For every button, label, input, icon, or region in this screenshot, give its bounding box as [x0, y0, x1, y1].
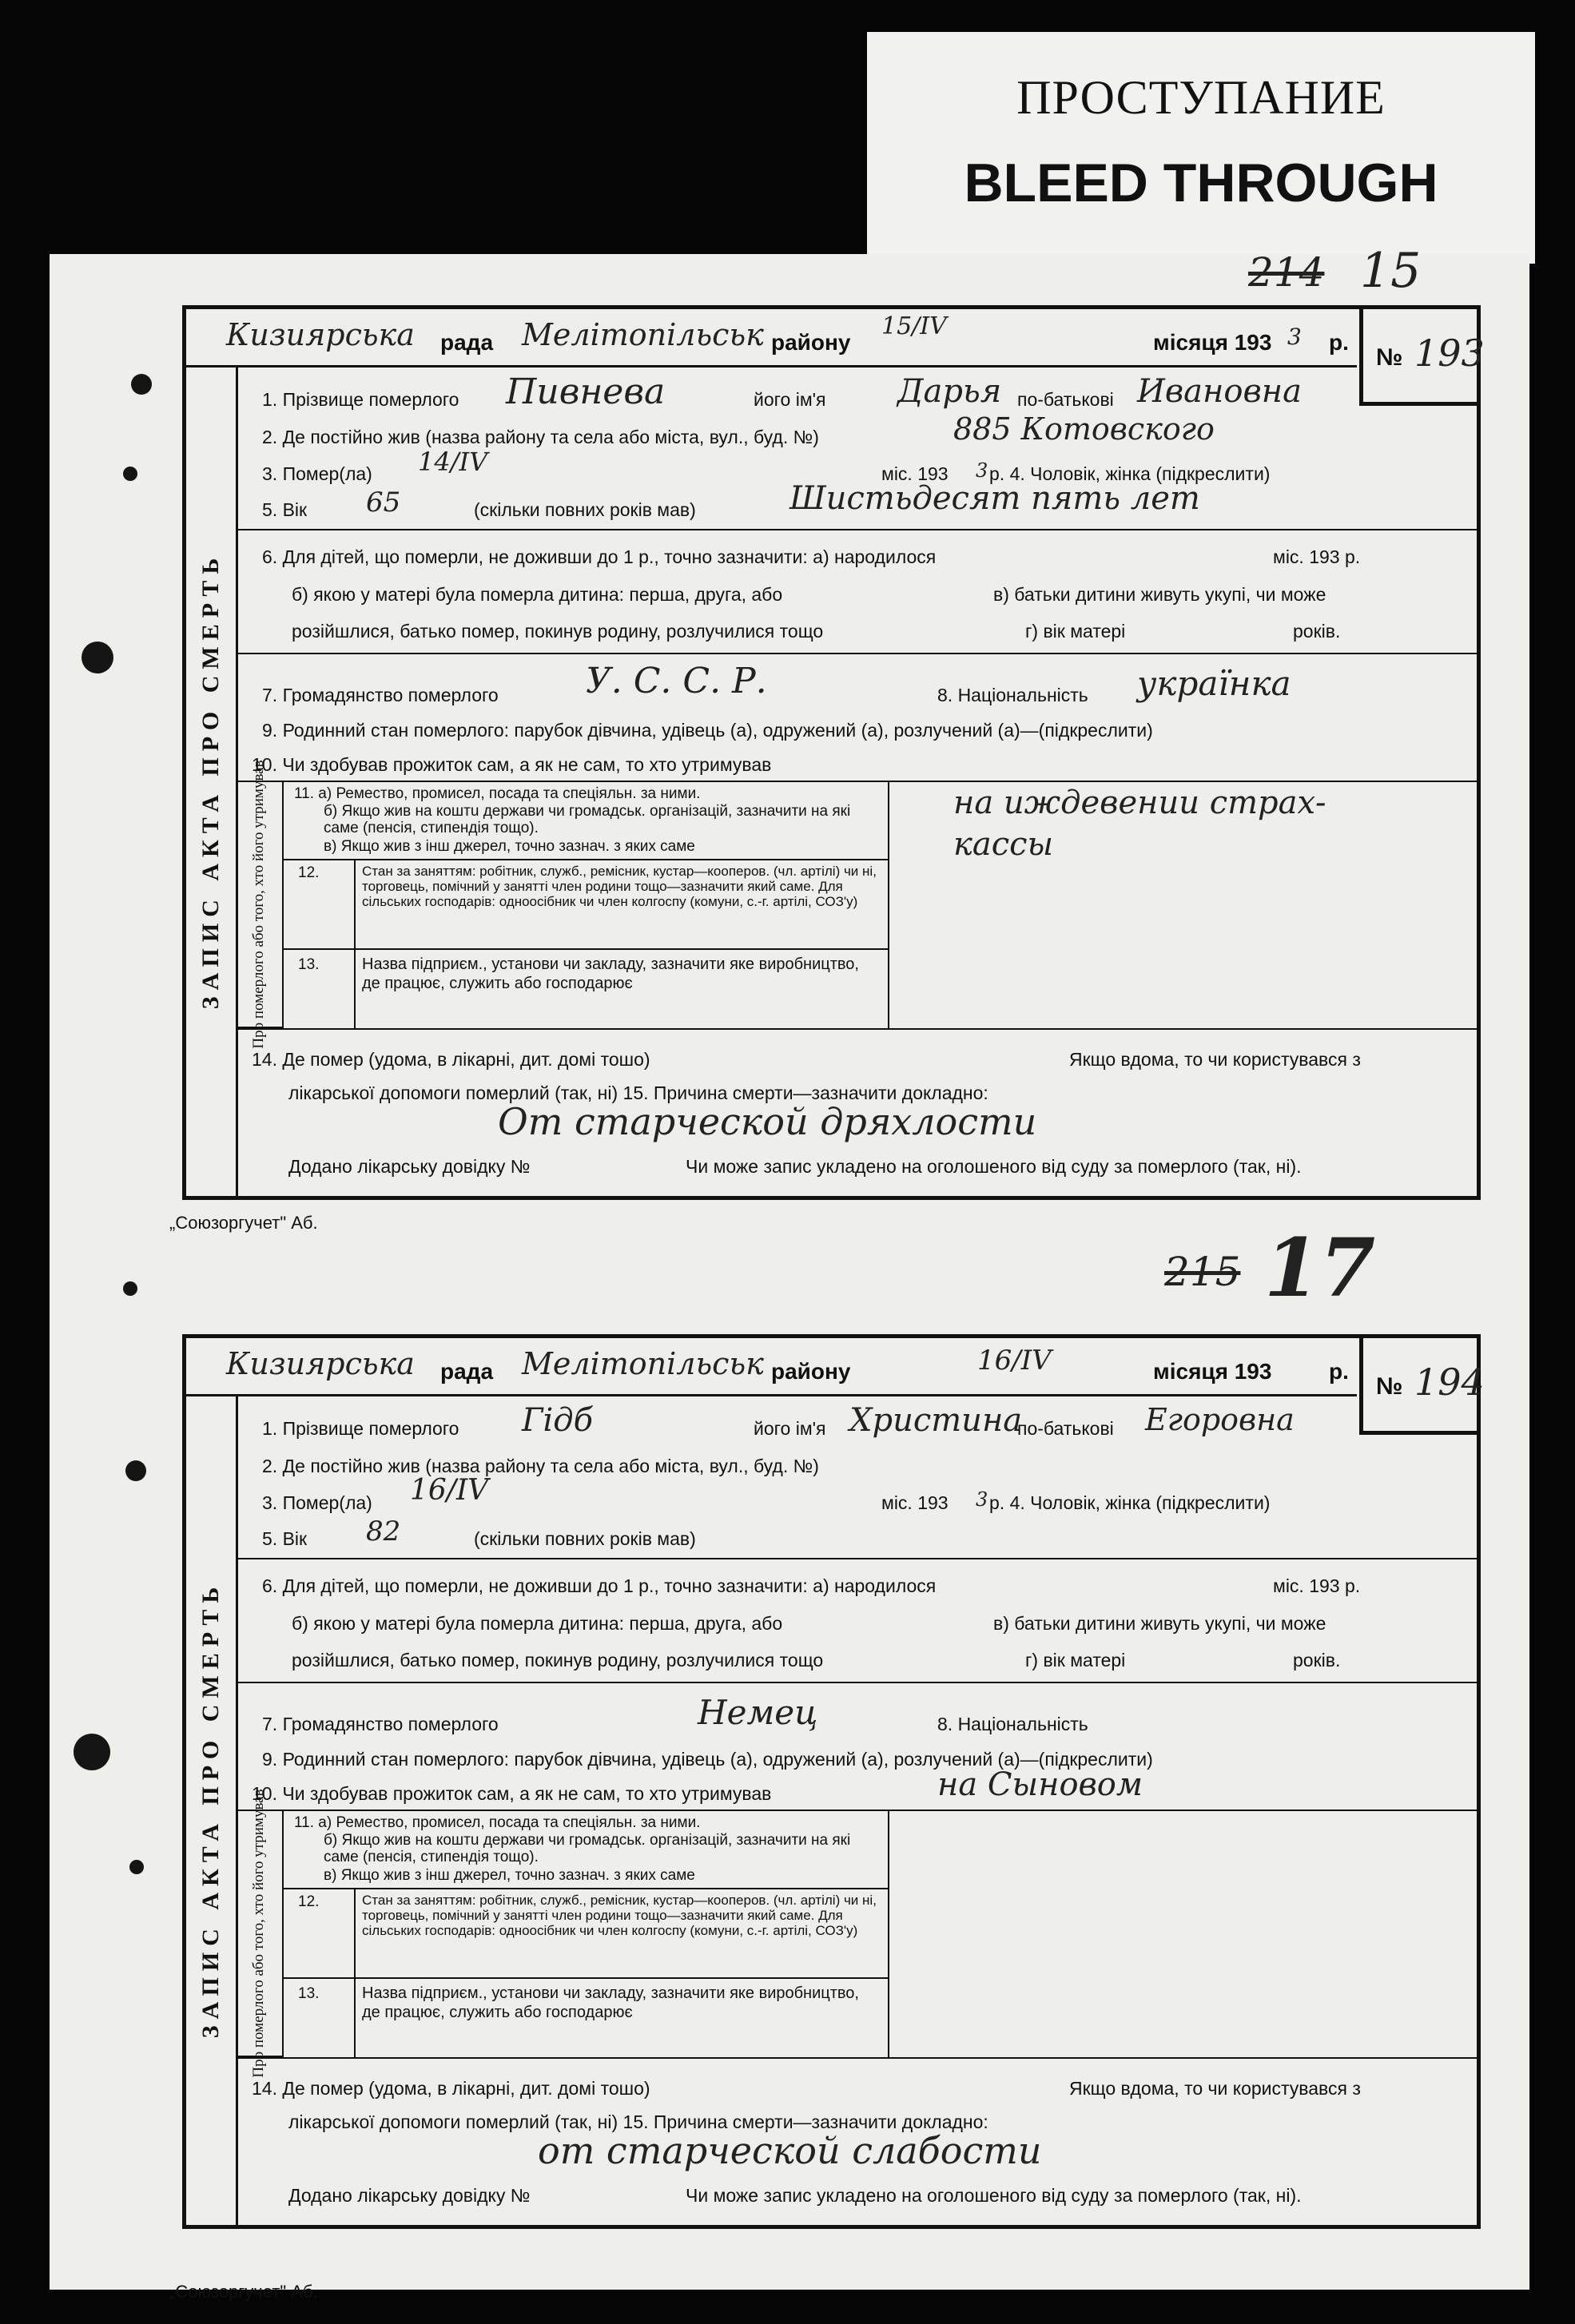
form-header	[186, 309, 1357, 367]
age-words-value: Шистьдесят пять лет	[789, 480, 1200, 517]
age-value: 82	[366, 1516, 401, 1547]
row-divider	[236, 1682, 1477, 1683]
citizenship-value: Немец	[698, 1693, 818, 1732]
occupation-value: на иждевении страх-кассы	[953, 785, 1326, 863]
field-child-parents: в) батьки дитини живуть укупі, чи може	[993, 1613, 1326, 1634]
side-title	[186, 365, 238, 1196]
field-enterprise-label: Назва підприєм., установи чи закладу, зазначити яке виробництво, де працює, служить або господарює	[362, 1984, 859, 2021]
record-number-box	[1359, 305, 1485, 406]
field-mother-age: г) вік матері	[1025, 1650, 1126, 1670]
field-occupation-c: в) Якщо жив з інш джерел, точно зазнач. з яких саме	[324, 838, 695, 855]
field-child-label: 6. Для дітей, що померли, не доживши до 1 р., точно зазначити: а) народилося	[262, 546, 937, 567]
year-label: р.	[1329, 1359, 1349, 1384]
side-subtitle	[236, 1789, 284, 2078]
field-occupation-a: 11. а) Ремество, промисел, посада та спеціяльн. за ними.	[294, 1814, 701, 1831]
patronymic-value: Ивановна	[1137, 373, 1302, 410]
field-child-born: міс. 193 р.	[1273, 1575, 1361, 1596]
number-label: №	[1376, 1373, 1403, 1400]
field-occupation-c: в) Якщо жив з інш джерел, точно зазнач. з яких саме	[324, 1867, 695, 1884]
supported-by-value: на Сыновом	[937, 1766, 1143, 1803]
cause-value: от старческой слабости	[538, 2129, 1042, 2172]
field-home-label: Якщо вдома, то чи користувався з	[1069, 1049, 1361, 1070]
field-occupation-a: 11. а) Ремество, промисел, посада та спеціяльн. за ними.	[294, 785, 701, 802]
name-value: Дарья	[897, 373, 1002, 410]
number-label: №	[1376, 344, 1403, 371]
field-address-label: 2. Де постійно жив (назва району та села або міста, вул., буд. №)	[262, 1456, 819, 1476]
field-child-order: б) якою у матері була померла дитина: перша, друга, або	[292, 584, 783, 605]
record-number-box	[1359, 1334, 1485, 1435]
field-place-label: 14. Де помер (удома, в лікарні, дит. домі тошо)	[252, 2078, 650, 2099]
page-number-new: 17	[1264, 1221, 1376, 1315]
nationality-value: українка	[1137, 664, 1291, 703]
field-age-label: 5. Вік	[262, 499, 308, 520]
date-value: 16/IV	[977, 1345, 1052, 1377]
date-value: 15/IV	[881, 312, 947, 340]
surname-value: Пивнева	[506, 371, 666, 412]
printer-stamp: „Союзоргучет" Аб.	[169, 1213, 318, 1233]
died-value: 16/IV	[410, 1474, 489, 1507]
punch-hole	[123, 467, 137, 481]
died-year-value: 3	[976, 1488, 988, 1511]
column-divider	[354, 1888, 356, 2057]
field-sex-label: р. 4. Чоловік, жінка (підкреслити)	[989, 1492, 1271, 1513]
raion-label: району	[771, 330, 851, 355]
row-divider	[236, 529, 1477, 530]
side-subtitle-text: Про померлого або того, хто його утримував	[250, 760, 267, 1049]
citizenship-value: У. С. С. Р.	[586, 661, 767, 701]
field-child-parents: в) батьки дитини живуть укупі, чи може	[993, 584, 1326, 605]
raion-value: Мелітопільськ	[522, 317, 764, 352]
year-label: р.	[1329, 330, 1349, 355]
field-13-number: 13.	[298, 956, 320, 973]
death-record-form	[182, 305, 1485, 1200]
side-title-text: ЗАПИС АКТА ПРО СМЕРТЬ	[197, 551, 224, 1010]
punch-hole	[82, 642, 113, 673]
died-year-value: 3	[976, 459, 988, 482]
field-died-month-label: міс. 193	[881, 463, 949, 484]
field-place-label: 14. Де помер (удома, в лікарні, дит. домі тошо)	[252, 1049, 650, 1070]
field-marital-label: 9. Родинний стан померлого: парубок дівчина, удівець (а), одружений (а), розлучений (а)—(підкреслити)	[262, 1749, 1153, 1770]
field-surname-label: 1. Прізвище померлого	[262, 389, 459, 410]
field-marital-label: 9. Родинний стан померлого: парубок дівчина, удівець (а), одружений (а), розлучений (а)—(підкреслити)	[262, 720, 1153, 741]
rada-label: рада	[440, 330, 494, 355]
page-number-old: 214	[1248, 249, 1325, 296]
side-title	[186, 1394, 238, 2225]
side-title-text: ЗАПИС АКТА ПРО СМЕРТЬ	[197, 1580, 224, 2039]
field-home-label: Якщо вдома, то чи користувався з	[1069, 2078, 1361, 2099]
field-citizenship-label: 7. Громадянство померлого	[262, 1714, 499, 1734]
field-child-parents-cont: розійшлися, батько помер, покинув родину, розлучилися тощо	[292, 621, 824, 642]
rada-value: Кизиярська	[226, 317, 415, 352]
field-sex-label: р. 4. Чоловік, жінка (підкреслити)	[989, 463, 1271, 484]
field-cause-label: лікарської допомоги померлий (так, ні) 15. Причина смерти—зазначити докладно:	[288, 2111, 988, 2132]
death-record-form	[182, 1334, 1485, 2229]
column-divider	[888, 1810, 889, 2057]
page-number-old: 215	[1164, 1249, 1241, 1295]
field-died-label: 3. Помер(ла)	[262, 1492, 372, 1513]
row-divider	[236, 1810, 1477, 1811]
field-certificate-label: Додано лікарську довідку №	[288, 2185, 531, 2206]
side-subtitle-text: Про померлого або того, хто його утримував	[250, 1789, 267, 2078]
field-court-label: Чи може запис укладено на оголошеного від суду за померлого (так, ні).	[686, 2185, 1302, 2206]
field-age-note: (скільки повних років мав)	[474, 499, 696, 520]
address-value: 885 Котовского	[953, 411, 1215, 447]
row-divider	[284, 1888, 888, 1889]
punch-hole	[129, 1860, 144, 1874]
died-value: 14/IV	[418, 447, 488, 477]
column-divider	[888, 781, 889, 1028]
field-enterprise-label: Назва підприєм., установи чи закладу, зазначити яке виробництво, де працює, служить або господарює	[362, 955, 859, 992]
rada-value: Кизиярська	[226, 1346, 415, 1381]
field-mother-age: г) вік матері	[1025, 621, 1126, 642]
field-died-month-label: міс. 193	[881, 1492, 949, 1513]
field-12-number: 12.	[298, 1893, 320, 1910]
field-13-number: 13.	[298, 1985, 320, 2002]
rada-label: рада	[440, 1359, 494, 1384]
field-years-label: років.	[1293, 621, 1341, 642]
field-age-note: (скільки повних років мав)	[474, 1528, 696, 1549]
bleed-through-label	[867, 32, 1535, 264]
year-suffix: 3	[1287, 324, 1302, 350]
field-cause-label: лікарської допомоги померлий (так, ні) 15. Причина смерти—зазначити докладно:	[288, 1083, 988, 1103]
field-citizenship-label: 7. Громадянство померлого	[262, 685, 499, 705]
age-value: 65	[366, 487, 401, 518]
punch-hole	[74, 1734, 110, 1770]
row-divider	[236, 1558, 1477, 1559]
field-occupation-b: б) Якщо жив на коштu держави чи громадськ. організацій, зазначити на які саме (пенсія, стипендія тощо).	[324, 803, 851, 836]
month-label: місяця 193	[1153, 330, 1272, 355]
row-divider	[284, 859, 888, 860]
field-child-order: б) якою у матері була померла дитина: перша, друга, або	[292, 1613, 783, 1634]
field-occupation-b: б) Якщо жив на коштu держави чи громадськ. організацій, зазначити на які саме (пенсія, стипендія тощо).	[324, 1832, 851, 1865]
field-child-parents-cont: розійшлися, батько помер, покинув родину, розлучилися тощо	[292, 1650, 824, 1670]
field-child-label: 6. Для дітей, що померли, не доживши до 1 р., точно зазначити: а) народилося	[262, 1575, 937, 1596]
field-status-label: Стан за заняттям: робітник, служб., ремісник, кустар—кооперов. (чл. артілі) чи ні, торговець, помічний у занятті член родини тощо—зазначити який саме. Для сільських господарів: одноосібник чи член колгоспу (комуни, с.-г. артілі, СОЗ'у)	[362, 864, 877, 909]
field-12-number: 12.	[298, 864, 320, 881]
page-number-new: 15	[1360, 243, 1422, 299]
label-line-ru: ПРОСТУПАНИЕ	[1016, 71, 1386, 124]
row-divider	[236, 1028, 1477, 1030]
side-subtitle	[236, 760, 284, 1049]
field-nationality-label: 8. Національність	[937, 1714, 1088, 1734]
field-certificate-label: Додано лікарську довідку №	[288, 1156, 531, 1177]
patronymic-value: Егоровна	[1145, 1402, 1295, 1437]
punch-hole	[125, 1460, 146, 1481]
row-divider	[284, 1977, 888, 1979]
month-label: місяця 193	[1153, 1359, 1272, 1384]
field-name-label: його ім'я	[754, 389, 826, 410]
field-patronymic-label: по-батькові	[1017, 389, 1114, 410]
punch-hole	[123, 1281, 137, 1296]
field-supported-label: 10. Чи здобував прожиток сам, а як не сам, то хто утримував	[252, 1783, 772, 1804]
field-surname-label: 1. Прізвище померлого	[262, 1418, 459, 1439]
record-number: 193	[1414, 332, 1485, 375]
field-address-label: 2. Де постійно жив (назва району та села або міста, вул., буд. №)	[262, 427, 819, 447]
field-name-label: його ім'я	[754, 1418, 826, 1439]
surname-value: Гідб	[522, 1402, 594, 1439]
field-patronymic-label: по-батькові	[1017, 1418, 1114, 1439]
label-line-en: BLEED THROUGH	[964, 153, 1438, 213]
form-header	[186, 1338, 1357, 1396]
field-age-label: 5. Вік	[262, 1528, 308, 1549]
field-status-label: Стан за заняттям: робітник, служб., ремісник, кустар—кооперов. (чл. артілі) чи ні, торговець, помічний у занятті член родини тощо—зазначити який саме. Для сільських господарів: одноосібник чи член колгоспу (комуни, с.-г. артілі, СОЗ'у)	[362, 1893, 877, 1938]
row-divider	[236, 653, 1477, 654]
raion-value: Мелітопільськ	[522, 1346, 764, 1381]
record-number: 194	[1414, 1361, 1485, 1404]
printer-stamp: „Союзоргучет" Аб.	[169, 2282, 318, 2302]
field-child-born: міс. 193 р.	[1273, 546, 1361, 567]
cause-value: От старческой дряхлости	[498, 1100, 1037, 1143]
name-value: Христина	[849, 1402, 1023, 1439]
row-divider	[284, 948, 888, 950]
punch-hole	[131, 374, 152, 395]
field-nationality-label: 8. Національність	[937, 685, 1088, 705]
raion-label: району	[771, 1359, 851, 1384]
field-supported-label: 10. Чи здобував прожиток сам, а як не сам, то хто утримував	[252, 754, 772, 775]
column-divider	[354, 859, 356, 1028]
field-years-label: років.	[1293, 1650, 1341, 1670]
row-divider	[236, 2057, 1477, 2059]
field-court-label: Чи може запис укладено на оголошеного від суду за померлого (так, ні).	[686, 1156, 1302, 1177]
field-died-label: 3. Помер(ла)	[262, 463, 372, 484]
